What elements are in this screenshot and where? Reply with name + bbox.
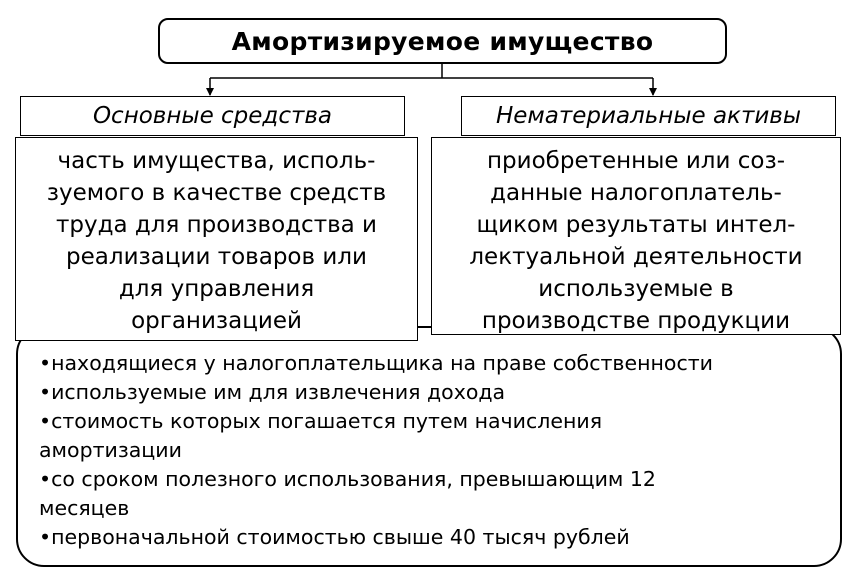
criteria-line: •используемые им для извлечения дохода	[39, 380, 506, 404]
definition-fixed-assets	[15, 137, 418, 341]
title-box	[158, 18, 727, 64]
definition-line: производстве продукции	[481, 308, 791, 334]
definition-line: организацией	[131, 308, 302, 334]
definition-line: данные налогоплатель-	[490, 180, 782, 206]
criteria-line: •находящиеся у налогоплательщика на праве собственности	[39, 351, 713, 375]
header-fixed-assets-label: Основные средства	[92, 103, 333, 129]
header-intangible-assets	[461, 96, 836, 136]
definition-line: часть имущества, исполь-	[57, 148, 376, 174]
header-fixed-assets	[20, 96, 405, 136]
definition-line: для управления	[118, 276, 315, 302]
definition-line: реализации товаров или	[66, 244, 367, 270]
definition-line: труда для производства и	[55, 212, 378, 238]
header-intangible-assets-label: Нематериальные активы	[495, 103, 802, 129]
criteria-line: месяцев	[39, 496, 130, 520]
definition-line: щиком результаты интел-	[476, 212, 796, 238]
diagram-title: Амортизируемое имущество	[231, 26, 654, 56]
definition-line: приобретенные или соз-	[487, 148, 785, 174]
definition-intangible-assets	[431, 137, 841, 335]
definition-line: используемые в	[538, 276, 734, 302]
criteria-line: •первоначальной стоимостью свыше 40 тысяч рублей	[39, 525, 630, 549]
definition-line: зуемого в качестве средств	[46, 180, 387, 206]
definition-line: лектуальной деятельности	[469, 244, 803, 270]
criteria-line: •со сроком полезного использования, превышающим 12	[39, 467, 656, 491]
criteria-box	[16, 326, 842, 567]
criteria-line: амортизации	[39, 438, 182, 462]
criteria-line: •стоимость которых погашается путем начисления	[39, 409, 603, 433]
